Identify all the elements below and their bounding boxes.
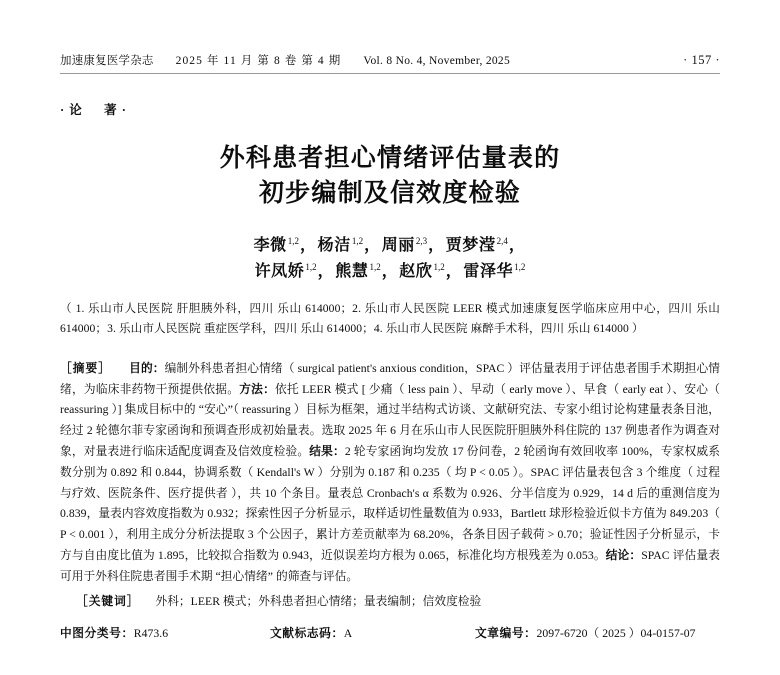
journal-name: 加速康复医学杂志 (60, 55, 154, 67)
section-marker (60, 100, 720, 118)
author-separator: ， (364, 237, 381, 254)
author-separator: ， (508, 237, 526, 254)
abstract-methods-label: 方法： (239, 382, 276, 396)
abstract-methods-text: 依托 LEER 模式 [ 少痛（ less pain ）、早动（ early move ）、早食（ early eat ）、安心（ reassuring ）] 集成目标中的 “安心”（ reassuring ）目标为框架，通过半结构式访谈、文献研究法、专家小组讨论构建量表条目池，经过 2 轮德尔菲专家函询和预调查形成初始量表。选取 2025 年 6 月在乐山市人民医院肝胆胰外科住院的 137 例患者作为调查对象，对量表进行临床适配度调查及信效度检验。 (60, 382, 720, 458)
section-marker-dot-right: · (121, 103, 127, 117)
author-affiliation-ref: 1,2 (514, 261, 526, 272)
author-name: 许凤娇 (254, 262, 305, 280)
title-line-2: 初步编制及信效度检验 (258, 179, 521, 207)
author-affiliation-ref: 1,2 (351, 235, 364, 246)
author-entry (463, 263, 525, 280)
abstract-results-text: 2 轮专家函询均发放 17 份问卷，2 轮函询有效回收率 100%，专家权威系数分别为 0.892 和 0.844，协调系数（ Kendall's W ）分别为 0.187 和 0.235（ 均 P < 0.05 ）。SPAC 评估量表包含 3 个维度（ 过程与疗效、医院条件、医疗提供者 ），共 10 个条目。量表总 Cronbach's α 系数为 0.926、分半信度为 0.929，14 d 后的重测信度为 0.839，量表内容效度指数为 0.932；探索性因子分析显示，取样适切性量数值为 0.933，Bartlett 球形检验近似卡方值为 849.203（ P < 0.001 ），利用主成分分析法提取 3 个公因子，累计方差贡献率为 68.20%，各条目因子载荷 > 0.70；验证性因子分析显示，卡方与自由度比值为 1.895，比较拟合指数为 0.943，近似误差均方根为 0.065，标准化均方根残差为 0.053。 (60, 445, 720, 563)
section-marker-word-a: 论 (69, 103, 83, 117)
affiliation-list: （ 1. 乐山市人民医院 肝胆胰外科，四川 乐山 614000；2. 乐山市人民医院 LEER 模式加速康复医学临床应用中心，四川 乐山 614000；3. 乐山市人民医院 重症医学科，四川 乐山 614000；4. 乐山市人民医院 麻醉手术科，四川 乐山 614000 ） (60, 301, 720, 335)
section-marker-word-b: 著 (104, 103, 118, 117)
author-name: 杨洁 (317, 237, 351, 254)
author-line-2 (60, 259, 720, 285)
clc-label: 中图分类号： (60, 626, 134, 640)
abstract-objective-text: 编制外科患者担心情绪（ surgical patient's anxious condition，SPAC ）评估量表用于评估患者围手术期担心情绪，为临床非药物干预提供依据。 (60, 361, 720, 396)
keywords-text: 外科；LEER 模式；外科患者担心情绪；量表编制；信效度检验 (155, 594, 482, 608)
author-affiliation-ref: 1,2 (305, 261, 317, 272)
author-name: 雷泽华 (463, 262, 514, 280)
keywords-block (60, 592, 720, 613)
abstract-conclusion-text: SPAC 评估量表可用于外科住院患者围手术期 “担心情绪” 的筛查与评估。 (60, 549, 720, 583)
author-affiliation-ref: 1,2 (369, 261, 381, 272)
section-marker-dot-left: · (60, 103, 66, 117)
author-affiliation-ref: 2,3 (415, 235, 428, 246)
author-name: 赵欣 (399, 262, 433, 280)
author-entry (254, 237, 299, 254)
clc-number (60, 625, 270, 641)
keywords-label: ［关键词］ (76, 594, 140, 608)
author-separator: ， (300, 237, 317, 254)
author-affiliation-ref: 2,4 (496, 235, 508, 246)
classification-codes (60, 625, 720, 641)
author-affiliation-ref: 1,2 (287, 235, 300, 246)
author-entry (399, 263, 444, 280)
title-line-1: 外科患者担心情绪评估量表的 (219, 145, 561, 172)
abstract-objective-label: 目的： (129, 361, 165, 375)
author-list (60, 233, 720, 285)
author-name: 贾梦滢 (445, 237, 496, 254)
issue-info-chinese: 2025 年 11 月 第 8 卷 第 4 期 (175, 55, 342, 67)
author-entry (318, 237, 363, 254)
running-head (60, 0, 720, 68)
document-code-label: 文献标志码： (270, 626, 344, 640)
page-title (60, 142, 720, 211)
document-code (270, 625, 475, 641)
author-name: 李微 (253, 237, 287, 254)
abstract-block (60, 359, 720, 588)
page-number: · 157 · (683, 53, 720, 67)
author-separator: ， (317, 262, 335, 280)
author-name: 熊慧 (335, 262, 369, 280)
article-number (475, 625, 696, 641)
article-number-value: 2097-6720（ 2025 ）04-0157-07 (536, 626, 696, 640)
abstract-results-label: 结果： (309, 445, 345, 458)
author-line-1 (60, 233, 720, 259)
abstract-label: ［摘要］ (60, 361, 112, 375)
issue-info-english: Vol. 8 No. 4, November, 2025 (363, 55, 511, 67)
author-separator: ， (428, 237, 445, 254)
author-name: 周丽 (381, 237, 415, 254)
author-entry (446, 237, 508, 254)
author-separator: ， (381, 262, 399, 280)
header-divider (60, 73, 720, 74)
clc-value: R473.6 (133, 626, 169, 640)
author-affiliation-ref: 1,2 (433, 261, 445, 272)
article-number-label: 文章编号： (475, 626, 537, 640)
running-head-left (60, 52, 510, 68)
abstract-conclusion-label: 结论： (605, 549, 642, 563)
document-code-value: A (343, 626, 353, 640)
author-separator: ， (445, 262, 463, 280)
author-entry (335, 263, 380, 280)
author-entry (255, 263, 317, 280)
author-entry (382, 237, 427, 254)
